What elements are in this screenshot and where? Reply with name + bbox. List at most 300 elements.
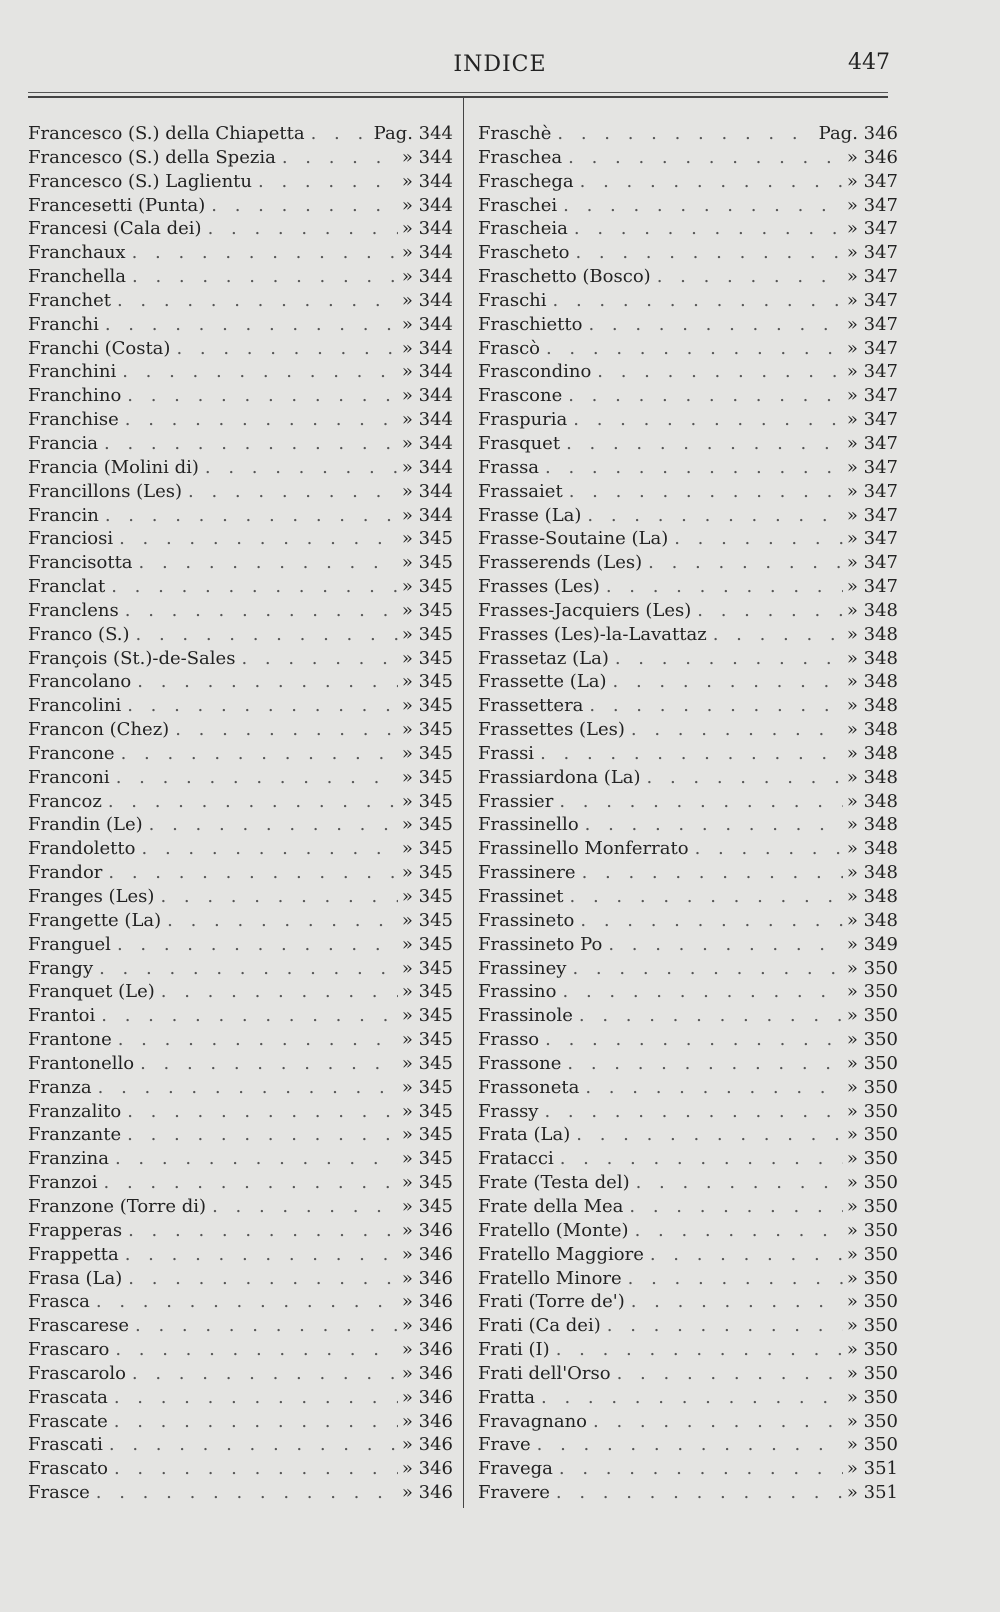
index-entry	[478, 170, 898, 194]
entry-page-ref: » 345	[401, 1076, 453, 1098]
dot-leader	[98, 1171, 398, 1195]
entry-page-ref: » 346	[401, 1339, 453, 1361]
entry-page-ref: » 350	[846, 1243, 898, 1265]
entry-page-ref: » 348	[846, 909, 898, 931]
entry-page-ref: » 350	[846, 1291, 898, 1313]
entry-page-ref: » 344	[401, 456, 453, 478]
entry-name: Franguel	[28, 933, 111, 955]
dot-leader	[252, 170, 398, 194]
entry-page-ref: » 344	[401, 361, 453, 383]
dot-leader	[707, 623, 843, 647]
index-entry	[28, 1457, 453, 1481]
dot-leader	[119, 408, 398, 432]
entry-page-ref: » 350	[846, 1339, 898, 1361]
index-entry	[28, 1076, 453, 1100]
index-entry	[478, 241, 898, 265]
entry-page-ref: » 345	[401, 838, 453, 860]
entry-page-ref: » 347	[846, 266, 898, 288]
entry-page-ref: » 347	[846, 528, 898, 550]
index-entry	[28, 194, 453, 218]
index-entry	[478, 1457, 898, 1481]
entry-page-ref: » 344	[401, 146, 453, 168]
index-entry	[478, 146, 898, 170]
index-entry	[28, 694, 453, 718]
dot-leader	[535, 1386, 843, 1410]
index-entry	[478, 504, 898, 528]
dot-leader	[644, 1243, 843, 1267]
entry-name: Franzina	[28, 1148, 109, 1170]
entry-page-ref: » 345	[401, 766, 453, 788]
entry-page-ref: » 347	[846, 289, 898, 311]
dot-leader	[534, 742, 843, 766]
index-entry	[478, 1290, 898, 1314]
entry-page-ref: » 344	[401, 194, 453, 216]
entry-name: Franchi	[28, 313, 99, 335]
index-entry	[28, 1267, 453, 1291]
index-entry	[478, 790, 898, 814]
dot-leader	[550, 1481, 843, 1505]
index-entry	[28, 670, 453, 694]
entry-name: Francon (Chez)	[28, 719, 170, 741]
entry-name: Franzante	[28, 1124, 122, 1146]
dot-leader	[121, 384, 398, 408]
entry-page-ref: » 350	[846, 1195, 898, 1217]
dot-leader	[90, 1481, 398, 1505]
entry-name: Frascati	[28, 1434, 103, 1456]
index-entry	[478, 575, 898, 599]
entry-name: Franco (S.)	[28, 623, 130, 645]
dot-leader	[569, 241, 842, 265]
dot-leader	[573, 1004, 843, 1028]
entry-name: Fratello Maggiore	[478, 1243, 644, 1265]
entry-page-ref: » 350	[846, 957, 898, 979]
entry-page-ref: » 345	[401, 933, 453, 955]
entry-name: Frassinello	[478, 814, 579, 836]
entry-page-ref: » 345	[401, 1100, 453, 1122]
index-entry	[478, 289, 898, 313]
index-entry	[28, 313, 453, 337]
entry-name: Fraschè	[478, 123, 552, 144]
entry-name: Frascheto	[478, 242, 570, 264]
index-entry	[478, 1147, 898, 1171]
dot-leader	[561, 1052, 843, 1076]
entry-name: Frassy	[478, 1100, 539, 1122]
entry-name: Frantonello	[28, 1052, 135, 1074]
entry-page-ref: » 350	[846, 1434, 898, 1456]
dot-leader	[121, 1100, 398, 1124]
entry-page-ref: » 345	[401, 862, 453, 884]
entry-name: Frassiney	[478, 957, 567, 979]
entry-page-ref: » 345	[401, 909, 453, 931]
dot-leader	[567, 408, 843, 432]
entry-page-ref: » 345	[401, 623, 453, 645]
dot-leader	[103, 1433, 398, 1457]
dot-leader	[641, 766, 843, 790]
entry-name: Franges (Les)	[28, 886, 155, 907]
entry-page-ref: » 347	[846, 552, 898, 574]
entry-page-ref: » 345	[401, 981, 453, 1003]
index-entry	[478, 1433, 898, 1457]
entry-name: Francolano	[28, 671, 132, 693]
index-entry	[478, 1076, 898, 1100]
entry-page-ref: » 348	[846, 790, 898, 812]
index-entry	[478, 456, 898, 480]
dot-leader	[566, 957, 842, 981]
index-entry	[28, 384, 453, 408]
index-entry	[28, 909, 453, 933]
entry-name: Frassineto Po	[478, 933, 603, 955]
entry-name: Francesco (S.) Laglientu	[28, 170, 252, 192]
entry-name: Frascone	[478, 385, 563, 407]
index-entry	[478, 647, 898, 671]
dot-leader	[579, 1076, 843, 1100]
dot-leader	[601, 1314, 843, 1338]
index-entry	[478, 933, 898, 957]
index-entry	[478, 337, 898, 361]
dot-leader	[161, 909, 398, 933]
dot-leader	[539, 1028, 843, 1052]
dot-leader	[119, 1243, 398, 1267]
dot-leader	[557, 194, 843, 218]
dot-leader	[531, 1433, 843, 1457]
index-entry	[28, 504, 453, 528]
entry-page-ref: » 348	[846, 814, 898, 836]
dot-leader	[276, 146, 398, 170]
index-entry	[28, 790, 453, 814]
dot-leader	[99, 504, 398, 528]
entry-name: Franza	[28, 1076, 92, 1098]
entry-name: Franzoi	[28, 1172, 98, 1194]
entry-name: Fraschea	[478, 146, 563, 168]
entry-name: Fravere	[478, 1482, 550, 1504]
entry-page-ref: » 348	[846, 695, 898, 717]
entry-page-ref: » 344	[401, 266, 453, 288]
index-entry	[478, 360, 898, 384]
entry-name: Frati (Ca dei)	[478, 1315, 601, 1337]
dot-leader	[206, 1195, 398, 1219]
dot-leader	[169, 718, 398, 742]
index-entry	[28, 480, 453, 504]
entry-page-ref: » 350	[846, 1219, 898, 1241]
dot-leader	[600, 575, 843, 599]
entry-name: Frandoletto	[28, 838, 136, 860]
index-entry	[28, 957, 453, 981]
index-entry	[478, 1004, 898, 1028]
index-entry	[28, 527, 453, 551]
index-entry	[478, 1267, 898, 1291]
entry-page-ref: » 350	[846, 1029, 898, 1051]
entry-page-ref: » 348	[846, 886, 898, 907]
entry-name: Franconi	[28, 766, 110, 788]
dot-leader	[122, 1267, 398, 1291]
dot-leader	[108, 1410, 398, 1434]
entry-page-ref: » 346	[401, 1458, 453, 1480]
index-entry	[478, 384, 898, 408]
entry-page-ref: » 344	[401, 289, 453, 311]
entry-page-ref: » 350	[846, 1076, 898, 1098]
entry-page-ref: » 345	[401, 695, 453, 717]
entry-name: Fratacci	[478, 1148, 554, 1170]
index-entry	[478, 718, 898, 742]
entry-page-ref: » 345	[401, 599, 453, 621]
entry-name: Franquet (Le)	[28, 981, 155, 1003]
entry-name: Francesi (Cala dei)	[28, 218, 202, 240]
dot-leader	[134, 1052, 398, 1076]
entry-page-ref: » 347	[846, 194, 898, 216]
index-entry	[478, 766, 898, 790]
dot-leader	[629, 1219, 843, 1243]
entry-page-ref: » 347	[846, 170, 898, 192]
entry-page-ref: » 347	[846, 218, 898, 240]
entry-name: Frasquet	[478, 432, 561, 454]
index-entry	[478, 480, 898, 504]
dot-leader	[570, 1123, 843, 1147]
dot-leader	[642, 551, 843, 575]
index-entry	[478, 599, 898, 623]
entry-page-ref: » 345	[401, 742, 453, 764]
entry-name: Frassette (La)	[478, 671, 607, 693]
dot-leader	[108, 1386, 398, 1410]
dot-leader	[115, 742, 398, 766]
entry-page-ref: » 347	[846, 432, 898, 454]
dot-leader	[553, 790, 843, 814]
entry-page-ref: » 346	[401, 1291, 453, 1313]
entry-page-ref: » 347	[846, 576, 898, 598]
entry-page-ref: » 348	[846, 671, 898, 693]
entry-name: Franchella	[28, 266, 126, 288]
index-entry	[28, 980, 453, 1004]
entry-page-ref: » 345	[401, 957, 453, 979]
index-entry	[478, 1386, 898, 1410]
index-entry	[28, 1410, 453, 1434]
entry-name: Frantone	[28, 1029, 112, 1051]
dot-leader	[576, 861, 843, 885]
index-entry	[28, 337, 453, 361]
index-column-left	[28, 122, 453, 1505]
entry-name: Frasse-Soutaine (La)	[478, 528, 669, 550]
index-entry	[28, 647, 453, 671]
entry-name: Frassettes (Les)	[478, 719, 625, 741]
dot-leader	[109, 1147, 398, 1171]
entry-name: Frassaiet	[478, 480, 563, 502]
dot-leader	[126, 241, 398, 265]
dot-leader	[131, 670, 398, 694]
index-entry	[28, 1052, 453, 1076]
dot-leader	[102, 861, 398, 885]
index-entry	[28, 1433, 453, 1457]
dot-leader	[574, 170, 843, 194]
index-entry	[28, 575, 453, 599]
entry-name: Franchini	[28, 361, 117, 383]
entry-name: Frassetaz (La)	[478, 647, 609, 669]
entry-name: Frapperas	[28, 1219, 123, 1241]
entry-name: Fravagnano	[478, 1410, 588, 1432]
index-entry	[478, 813, 898, 837]
index-entry	[28, 122, 453, 146]
dot-leader	[583, 694, 842, 718]
entry-page-ref: » 347	[846, 504, 898, 526]
entry-page-ref: » 346	[401, 1219, 453, 1241]
entry-page-ref: » 345	[401, 1148, 453, 1170]
dot-leader	[622, 1267, 843, 1291]
entry-name: Frasses-Jacquiers (Les)	[478, 599, 692, 621]
entry-page-ref: » 350	[846, 1315, 898, 1337]
index-entry	[478, 1481, 898, 1505]
entry-name: Frassinole	[478, 1005, 573, 1027]
dot-leader	[110, 766, 398, 790]
index-entry	[478, 694, 898, 718]
index-entry	[28, 1028, 453, 1052]
dot-leader	[691, 599, 843, 623]
entry-page-ref: Pag. 346	[818, 123, 898, 144]
entry-name: Frascò	[478, 337, 540, 359]
index-entry	[28, 1243, 453, 1267]
dot-leader	[111, 933, 398, 957]
entry-name: Francesco (S.) della Chiapetta	[28, 123, 305, 144]
dot-leader	[126, 265, 398, 289]
entry-page-ref: » 348	[846, 719, 898, 741]
entry-page-ref: » 347	[846, 456, 898, 478]
entry-name: Frascata	[28, 1386, 108, 1408]
entry-page-ref: » 346	[401, 1386, 453, 1408]
entry-page-ref: » 350	[846, 1100, 898, 1122]
entry-name: Frascheia	[478, 218, 568, 240]
dot-leader	[562, 146, 843, 170]
entry-page-ref: » 345	[401, 1124, 453, 1146]
dot-leader	[539, 456, 843, 480]
entry-page-ref: » 344	[401, 170, 453, 192]
index-entry	[28, 718, 453, 742]
index-entry	[478, 742, 898, 766]
dot-leader	[90, 1290, 398, 1314]
dot-leader	[668, 527, 843, 551]
header-rule-thick	[28, 96, 888, 98]
dot-leader	[170, 337, 397, 361]
index-entry	[478, 313, 898, 337]
entry-page-ref: » 345	[401, 1052, 453, 1074]
entry-name: Frasses (Les)	[478, 576, 600, 598]
entry-name: Frangette (La)	[28, 909, 162, 931]
entry-page-ref: » 351	[846, 1482, 898, 1504]
entry-page-ref: » 344	[401, 218, 453, 240]
dot-leader	[602, 933, 843, 957]
entry-page-ref: » 345	[401, 576, 453, 598]
entry-page-ref: » 345	[401, 647, 453, 669]
entry-page-ref: » 349	[846, 933, 898, 955]
entry-name: Francoz	[28, 790, 102, 812]
entry-name: Francisotta	[28, 552, 133, 574]
dot-leader	[547, 289, 843, 313]
index-entry	[28, 170, 453, 194]
dot-leader	[587, 1410, 843, 1434]
page-header	[0, 52, 1000, 82]
entry-page-ref: » 345	[401, 1029, 453, 1051]
entry-name: Frascarese	[28, 1315, 130, 1337]
entry-name: Franchino	[28, 385, 122, 407]
dot-leader	[119, 599, 398, 623]
index-entry	[28, 1100, 453, 1124]
entry-page-ref: » 345	[401, 1005, 453, 1027]
index-entry	[28, 1362, 453, 1386]
dot-leader	[607, 670, 843, 694]
entry-page-ref: » 350	[846, 1410, 898, 1432]
dot-leader	[102, 790, 398, 814]
dot-leader	[136, 837, 398, 861]
dot-leader	[553, 1457, 843, 1481]
entry-name: Francia	[28, 432, 98, 454]
dot-leader	[182, 480, 398, 504]
entry-page-ref: » 345	[401, 552, 453, 574]
entry-page-ref: » 348	[846, 742, 898, 764]
entry-name: Frantoi	[28, 1005, 96, 1027]
column-divider	[463, 98, 464, 1508]
entry-name: Franclens	[28, 599, 119, 621]
index-entry	[28, 1481, 453, 1505]
entry-name: Franclat	[28, 576, 106, 598]
entry-page-ref: » 344	[401, 432, 453, 454]
entry-name: Frati (Torre de')	[478, 1291, 625, 1313]
entry-name: Frascato	[28, 1458, 108, 1480]
dot-leader	[563, 480, 843, 504]
entry-name: Francesco (S.) della Spezia	[28, 146, 276, 168]
entry-page-ref: » 344	[401, 409, 453, 431]
index-entry	[478, 527, 898, 551]
dot-leader	[630, 1171, 843, 1195]
entry-page-ref: » 350	[846, 1172, 898, 1194]
index-entry	[478, 909, 898, 933]
entry-page-ref: » 344	[401, 504, 453, 526]
index-entry	[28, 1314, 453, 1338]
dot-leader	[582, 313, 842, 337]
index-entry	[28, 1004, 453, 1028]
index-entry	[28, 265, 453, 289]
entry-page-ref: » 346	[401, 1434, 453, 1456]
entry-page-ref: » 344	[401, 337, 453, 359]
dot-leader	[155, 980, 398, 1004]
index-entry	[478, 217, 898, 241]
entry-name: Frate della Mea	[478, 1195, 624, 1217]
entry-name: Frassino	[478, 981, 557, 1003]
index-entry	[478, 623, 898, 647]
index-entry	[478, 1362, 898, 1386]
entry-name: Frassinere	[478, 862, 576, 884]
entry-page-ref: » 345	[401, 528, 453, 550]
entry-name: Franchaux	[28, 242, 126, 264]
index-entry	[478, 1052, 898, 1076]
entry-page-ref: » 344	[401, 313, 453, 335]
dot-leader	[591, 360, 843, 384]
index-entry	[478, 1100, 898, 1124]
entry-name: Frassa	[478, 456, 540, 478]
index-entry	[28, 599, 453, 623]
dot-leader	[126, 1362, 398, 1386]
entry-page-ref: » 348	[846, 647, 898, 669]
index-entry	[478, 1243, 898, 1267]
entry-page-ref: » 347	[846, 385, 898, 407]
dot-leader	[540, 337, 843, 361]
page-title: INDICE	[453, 52, 547, 77]
entry-name: Frascaro	[28, 1339, 110, 1361]
dot-leader	[551, 122, 814, 146]
entry-name: Franchet	[28, 289, 111, 311]
index-entry	[478, 980, 898, 1004]
dot-leader	[199, 456, 398, 480]
entry-name: Frasserends (Les)	[478, 552, 643, 574]
index-entry	[478, 194, 898, 218]
entry-page-ref: » 345	[401, 1195, 453, 1217]
dot-leader	[611, 1362, 843, 1386]
entry-name: Fraschetto (Bosco)	[478, 266, 651, 288]
